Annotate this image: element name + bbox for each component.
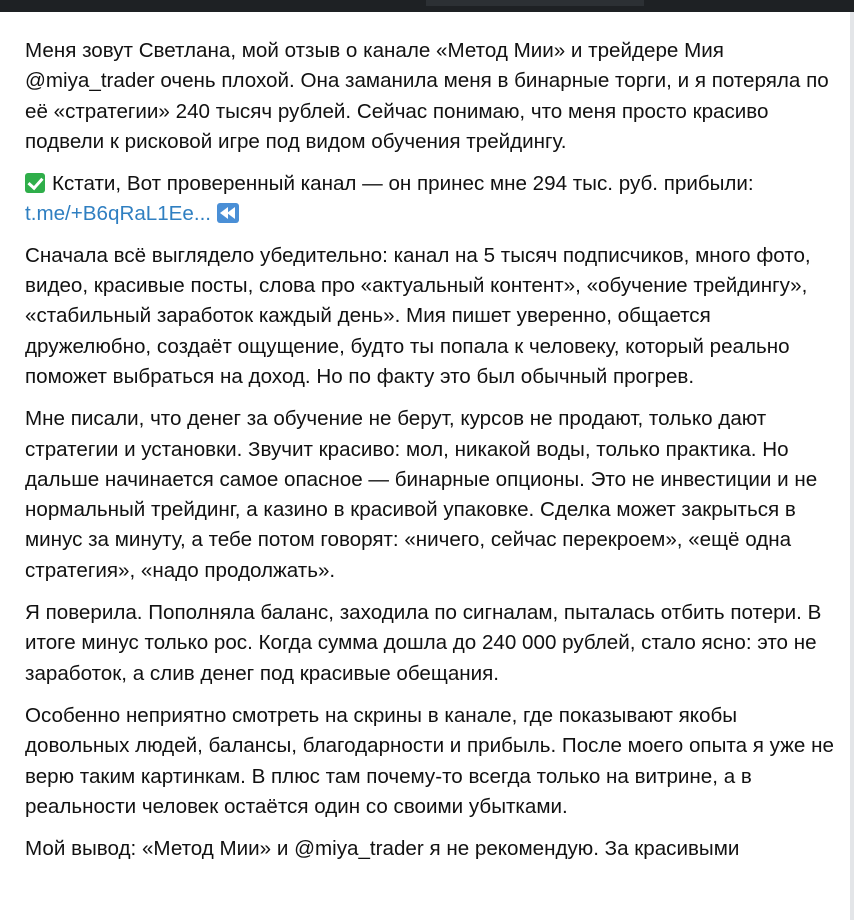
scroll-edge [850, 12, 854, 920]
check-mark-icon [25, 173, 45, 193]
post-body [25, 36, 837, 876]
paragraph-screenshots: Особенно неприятно смотреть на скрины в канале, где показывают якобы довольных людей, балансы, благодарности и прибыль. После моего опыта я уже не верю таким картинкам. В плюс там почему-то всегда только на витрине, а в реальности человек остаётся один со своими убытками. [25, 703, 834, 818]
paragraph-conclusion: Мой вывод: «Метод Мии» и @miya_trader я не рекомендую. За красивыми [25, 837, 740, 861]
channel-link[interactable]: t.me/+B6qRaL1Ee... [25, 202, 212, 226]
paragraph-binary-options: Мне писали, что денег за обучение не берут, курсов не продают, только дают стратегии и установки. Звучит красиво: мол, никакой воды, только практика. Но дальше начинается самое опасное — бинарные опционы. Это не инвестиции и не нормальный трейдинг, а казино в красивой упаковке. Сделка может закрыться в минус за минуту, а тебе потом говорят: «ничего, сейчас перекроем», «ещё одна стратегия», «надо продолжать». [25, 407, 818, 582]
paragraph-channel-link [25, 169, 837, 230]
paragraph-first-impression: Сначала всё выглядело убедительно: канал на 5 тысяч подписчиков, много фото, видео, красивые посты, слова про «актуальный контент», «обучение трейдингу», «стабильный заработок каждый день». Мия пишет уверенно, общается дружелюбно, создаёт ощущение, будто ты попала к человеку, который реально поможет выбраться на доход. Но по факту это был обычный прогрев. [25, 243, 811, 388]
top-bar-tab [426, 0, 644, 6]
top-bar [0, 0, 854, 12]
channel-link-text: Кстати, Вот проверенный канал — он принес мне 294 тыс. руб. прибыли: [52, 172, 754, 196]
paragraph-intro: Меня зовут Светлана, мой отзыв о канале «Метод Мии» и трейдере Мия @miya_trader очень плохой. Она заманила меня в бинарные торги, и я потеряла по её «стратегии» 240 тысяч рублей. Сейчас понимаю, что меня просто красиво подвели к рисковой игре под видом обучения трейдингу. [25, 39, 829, 153]
rewind-icon [217, 203, 239, 223]
paragraph-losses: Я поверила. Пополняла баланс, заходила по сигналам, пыталась отбить потери. В итоге минус только рос. Когда сумма дошла до 240 000 рублей, стало ясно: это не заработок, а слив денег под красивые обещания. [25, 601, 822, 685]
